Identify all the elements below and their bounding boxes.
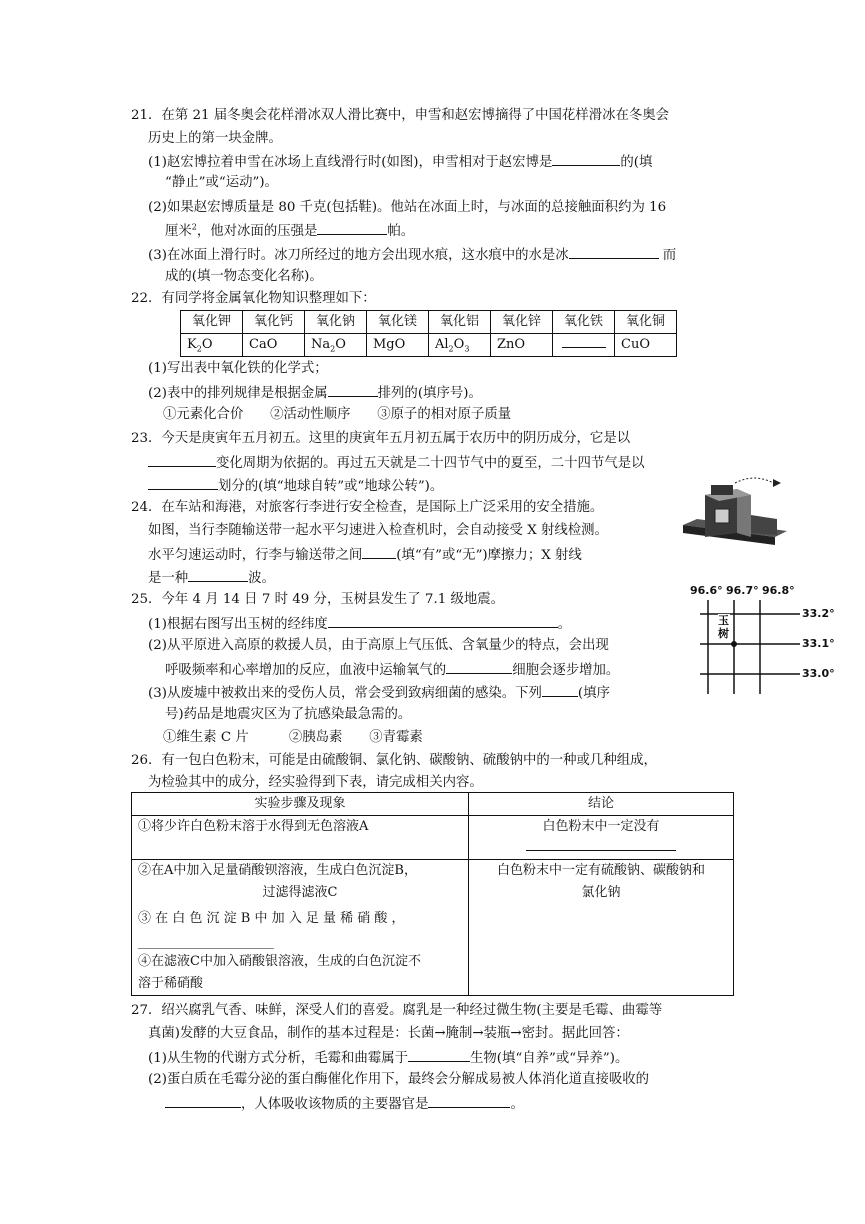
formula-text: MgO <box>373 337 406 352</box>
q22-stem: 22．有同学将金属氧化物知识整理如下： <box>131 291 376 306</box>
conclusion-1-text: 白色粉末中一定没有 <box>542 819 660 834</box>
q21-part1-line2: “静止”或“运动”)。 <box>165 175 278 190</box>
q21-part2-line2 <box>165 219 414 243</box>
oxide-name-cell: 氧化钙 <box>243 311 305 334</box>
q25-answer-blank-coords[interactable] <box>328 612 558 628</box>
oxide-formula-cell <box>367 334 429 357</box>
oxide-name-cell: 氧化铁 <box>553 311 615 334</box>
q27-line2: 真菌)发酵的大豆食品，制作的基本过程是：长菌→腌制→装瓶→密封。据此回答： <box>148 1026 629 1041</box>
lon-label: 96.6° <box>690 584 723 597</box>
q23-line2 <box>148 451 645 475</box>
q21-part3-text: (3)在冰面上滑行时。冰刀所经过的地方会出现水痕，这水痕中的水是冰 <box>148 248 569 263</box>
lat-label: 33.2° <box>802 607 835 620</box>
q25-stem: 25．今年 4 月 14 日 7 时 49 分，玉树县发生了 7.1 级地震。 <box>131 592 505 607</box>
conclusion-1 <box>469 816 734 860</box>
conclusion-2 <box>469 860 734 996</box>
experiment-header-row <box>132 793 734 816</box>
oxide-formula-cell <box>491 334 553 357</box>
q25-part3-text: (3)从废墟中被救出来的受伤人员，常会受到致病细菌的感染。下列 <box>148 686 542 701</box>
q24-line3-text: 水平匀速运动时，行李与输送带之间 <box>148 548 363 563</box>
q27-part1 <box>148 1046 628 1070</box>
q21-unit-text: 厘米 <box>165 224 192 239</box>
q25-part3-tail: (填序 <box>577 686 610 701</box>
header-steps: 实验步骤及现象 <box>132 793 469 816</box>
q22-answer-blank-formula[interactable] <box>562 334 606 348</box>
lat-label: 33.0° <box>802 667 835 680</box>
q24-line2: 如图，当行李随输送带一起水平匀速进入检查机时，会自动接受 X 射线检测。 <box>148 523 608 538</box>
formula-text: CaO <box>249 337 278 352</box>
oxide-name-cell: 氧化钾 <box>181 311 243 334</box>
q23-line1: 23．今天是庚寅年五月初五。这里的庚寅年五月初五属于农历中的阴历成分，它是以 <box>131 431 631 446</box>
lon-label: 96.7° <box>726 584 759 597</box>
q21-unit-sup: 2 <box>191 222 197 232</box>
q25-part1 <box>148 612 571 636</box>
xray-scanner-illustration <box>675 475 797 567</box>
q23-answer-blank-2[interactable] <box>148 474 218 490</box>
q22-part1: (1)写出表中氧化铁的化学式； <box>148 361 328 376</box>
lon-label: 96.8° <box>762 584 795 597</box>
lat-label: 33.1° <box>802 637 835 650</box>
oxide-name-cell: 氧化铜 <box>615 311 677 334</box>
q21-answer-blank-1[interactable] <box>552 150 620 166</box>
q21-part3-tail: 而 <box>662 248 677 263</box>
oxide-formula-cell <box>429 334 491 357</box>
q21-part2-line1: (2)如果赵宏博质量是 80 千克(包括鞋)。他站在冰面上时，与冰面的总接触面积约为 16 <box>148 200 667 215</box>
oxide-name-row <box>181 311 677 334</box>
conclusion-2-line1: 白色粉末中一定有硫酸钠、碳酸钠和 <box>496 863 705 878</box>
q25-part3-line1 <box>148 681 610 705</box>
q22-part2-tail: 排列的(填序号)。 <box>377 386 482 401</box>
q21-answer-blank-2[interactable] <box>317 219 387 235</box>
oxide-name-cell: 氧化钠 <box>305 311 367 334</box>
q26-line1: 26．有一包白色粉末，可能是由硫酸铜、氯化钠、碳酸钠、硫酸钠中的一种或几种组成， <box>131 753 657 768</box>
q22-options: ①元素化合价 ②活动性顺序 ③原子的相对原子质量 <box>163 407 512 422</box>
oxide-formula-cell <box>305 334 367 357</box>
q24-answer-blank-2[interactable] <box>188 566 248 582</box>
oxide-table <box>180 310 677 357</box>
oxide-formula-cell <box>615 334 677 357</box>
steps-2-4 <box>132 860 469 996</box>
formula-subscript: 2 <box>196 344 202 354</box>
q25-part3-line2: 号)药品是地震灾区为了抗感染最急需的。 <box>165 707 412 722</box>
q22-part2 <box>148 381 482 405</box>
step-4-line1: ④在滤液C中加入硝酸银溶液，生成的白色沉淀不 <box>138 954 421 969</box>
q27-part2-end: 。 <box>510 1097 524 1112</box>
formula-text: O <box>335 337 346 352</box>
q21-part1-text: (1)赵宏博拉着申雪在冰场上直线滑行时(如图)，申雪相对于赵宏博是 <box>148 155 553 170</box>
oxide-formula-cell <box>243 334 305 357</box>
step-1: ①将少许白色粉末溶于水得到无色溶液A <box>132 816 469 860</box>
q25-answer-blank-cell[interactable] <box>446 658 512 674</box>
experiment-table <box>131 792 734 996</box>
q21-stem-line1: 21．在第 21 届冬奥会花样滑冰双人滑比赛中，申雪和赵宏博摘得了中国花样滑冰在冬奥会 <box>131 108 670 123</box>
q25-part1-text: (1)根据右图写出玉树的经纬度 <box>148 617 328 632</box>
q23-answer-blank-1[interactable] <box>148 451 216 467</box>
q26-answer-blank-step3[interactable] <box>138 930 274 949</box>
q21-pressure-text: ，他对冰面的压强是 <box>196 224 318 239</box>
q27-answer-blank-2[interactable] <box>165 1092 241 1108</box>
experiment-row-1 <box>132 816 734 860</box>
q27-part1-tail: 生物(填“自养”或“异养”)。 <box>470 1051 629 1066</box>
q27-answer-blank-3[interactable] <box>428 1092 510 1108</box>
oxide-name-cell: 氧化铝 <box>429 311 491 334</box>
q24-answer-blank-1[interactable] <box>362 543 396 559</box>
latlon-map <box>690 584 835 696</box>
q27-part2-line2 <box>165 1092 524 1116</box>
header-conclusion: 结论 <box>469 793 734 816</box>
step-4-line2: 溶于稀硝酸 <box>138 976 204 991</box>
oxide-formula-blank-cell <box>553 334 615 357</box>
q25-part2-tail: 细胞会逐步增加。 <box>512 663 620 678</box>
formula-text: K <box>187 337 197 352</box>
q21-part1-tail: 的(填 <box>620 155 653 170</box>
q25-part2-text: 呼吸频率和心率增加的反应，血液中运输氧气的 <box>165 663 447 678</box>
q21-pressure-unit: 帕。 <box>387 224 415 239</box>
oxide-name-cell: 氧化镁 <box>367 311 429 334</box>
oxide-formula-row <box>181 334 677 357</box>
q23-line3-text: 划分的(填“地球自转”或“地球公转”)。 <box>218 479 444 494</box>
step-2-line1: ②在A中加入足量硝酸钡溶液，生成白色沉淀B， <box>138 863 417 878</box>
q21-part3-line1 <box>148 243 676 267</box>
q21-answer-blank-3[interactable] <box>569 243 659 259</box>
formula-subscript: 2 <box>448 344 454 354</box>
q27-part2-line1: (2)蛋白质在毛霉分泌的蛋白酶催化作用下，最终会分解成易被人体消化道直接吸收的 <box>148 1072 650 1087</box>
q26-line2: 为检验其中的成分，经实验得到下表，请完成相关内容。 <box>148 775 483 790</box>
oxide-name-cell: 氧化锌 <box>491 311 553 334</box>
q27-part1-text: (1)从生物的代谢方式分析，毛霉和曲霉属于 <box>148 1051 408 1066</box>
q21-stem-line2: 历史上的第一块金牌。 <box>148 131 282 146</box>
q25-answer-blank-drug[interactable] <box>542 681 578 697</box>
yushu-place-label: 玉树 <box>718 614 729 640</box>
formula-text: ZnO <box>497 337 526 352</box>
q25-part2-line1: (2)从平原进入高原的救援人员，由于高原上气压低、含氧量少的特点，会出现 <box>148 638 609 653</box>
q24-line4-tail: 波。 <box>248 571 275 586</box>
q23-line3 <box>148 474 443 498</box>
oxide-formula-cell <box>181 334 243 357</box>
q25-part1-end: 。 <box>557 617 572 632</box>
q27-answer-blank-1[interactable] <box>408 1046 470 1062</box>
q25-options: ①维生素 C 片 ②胰岛素 ③青霉素 <box>163 730 423 745</box>
q21-part3-line2: 成的(填一物态变化名称)。 <box>165 269 323 284</box>
q24-line1: 24．在车站和海港，对旅客行李进行安全检查，是国际上广泛采用的安全措施。 <box>131 500 604 515</box>
step-2-line2: 过滤得滤液C <box>262 885 338 900</box>
q27-part2-text: ，人体吸收该物质的主要器官是 <box>241 1097 429 1112</box>
experiment-row-2 <box>132 860 734 996</box>
q24-line3-tail: (填“有”或“无”)摩擦力；X 射线 <box>396 548 582 563</box>
q23-line2-text: 变化周期为依据的。再过五天就是二十四节气中的夏至，二十四节气是以 <box>216 456 645 471</box>
formula-subscript: 3 <box>464 344 470 354</box>
conclusion-2-line2: 氯化钠 <box>581 885 621 900</box>
formula-text: Al <box>435 337 449 352</box>
q21-part1 <box>148 150 652 174</box>
q26-answer-blank-conclusion[interactable] <box>526 838 676 851</box>
formula-subscript: 2 <box>330 344 336 354</box>
q22-part2-text: (2)表中的排列规律是根据金属 <box>148 386 328 401</box>
q27-line1: 27．绍兴腐乳气香、味鲜，深受人们的喜爱。腐乳是一种经过微生物(主要是毛霉、曲霉等 <box>131 1003 663 1018</box>
q24-line3 <box>148 543 582 567</box>
formula-text: O <box>453 337 465 352</box>
step-3-line1: ③ 在 白 色 沉 淀 B 中 加 入 足 量 稀 硝 酸 ， <box>138 911 405 926</box>
formula-text: Na <box>311 337 331 352</box>
q22-answer-blank-order[interactable] <box>328 381 378 397</box>
formula-text: O <box>201 337 213 352</box>
q25-part2-line2 <box>165 658 619 682</box>
q24-line4-text: 是一种 <box>148 571 189 586</box>
q24-line4 <box>148 566 275 590</box>
formula-text: CuO <box>621 337 650 352</box>
